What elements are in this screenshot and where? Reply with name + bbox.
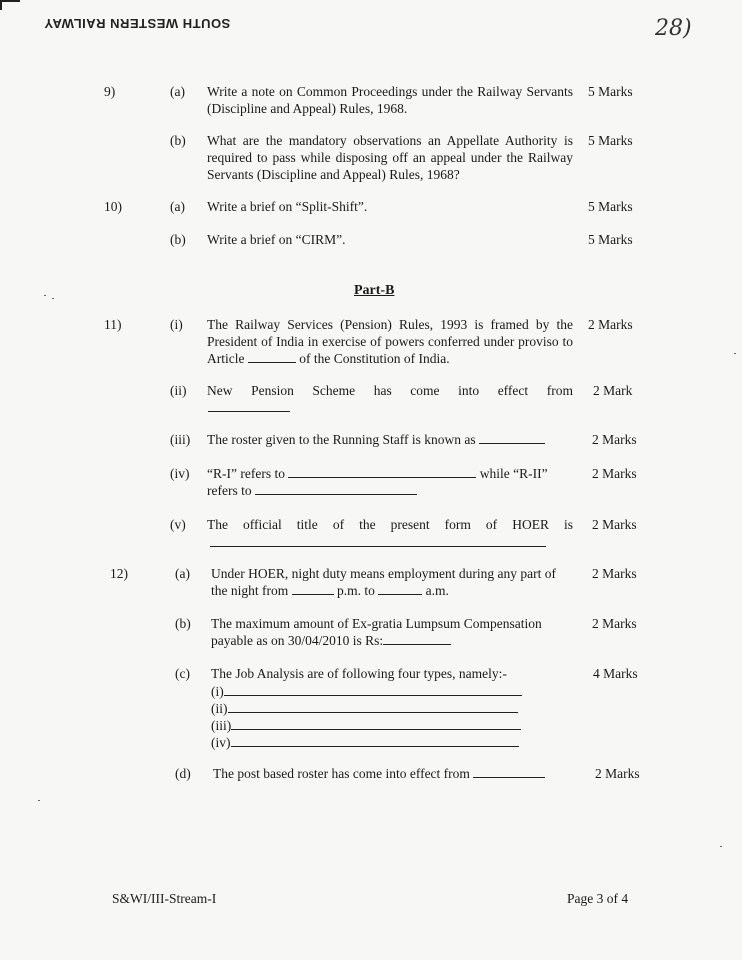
sub-label: (d) bbox=[175, 766, 191, 781]
marks: 5 Marks bbox=[588, 133, 633, 148]
sub-label: (a) bbox=[175, 566, 190, 581]
handwritten-page-number: 28) bbox=[655, 16, 692, 41]
question-text: Write a brief on “CIRM”. bbox=[207, 232, 346, 247]
sub-label: (a) bbox=[170, 199, 185, 214]
marks: 2 Mark bbox=[593, 383, 633, 398]
blank-line bbox=[231, 734, 519, 747]
blank-line bbox=[378, 582, 422, 595]
question-text: Write a brief on “Split-Shift”. bbox=[207, 199, 368, 214]
question-text: The official title of the present form of HOER is bbox=[207, 517, 573, 532]
blank-line bbox=[255, 482, 417, 495]
text-part: refers to bbox=[207, 483, 252, 498]
text-part: a.m. bbox=[425, 583, 449, 598]
text-part: of the Constitution of India. bbox=[299, 351, 450, 366]
question-text bbox=[207, 465, 573, 499]
list-item bbox=[211, 683, 522, 700]
blank-line bbox=[292, 582, 334, 595]
list-item-label: (iii) bbox=[211, 718, 232, 733]
marks: 2 Marks bbox=[592, 466, 637, 481]
list-item bbox=[211, 700, 522, 717]
blank-line bbox=[383, 632, 451, 645]
sub-label: (v) bbox=[170, 517, 186, 532]
question-text: The Job Analysis are of following four types, namely:- bbox=[211, 666, 507, 681]
list-item bbox=[211, 717, 522, 734]
text-part: The Railway Services (Pension) Rules, 1993 is framed by the President of India in exercise of powers conferred under proviso to Article bbox=[207, 317, 573, 366]
blank-line bbox=[228, 700, 518, 713]
question-text: What are the mandatory observations an Appellate Authority is required to pass while disposing off an appeal under the Railway Servants (Discipline and Appeal) Rules, 1968? bbox=[207, 133, 573, 182]
text-part: p.m. to bbox=[337, 583, 375, 598]
question-text: New Pension Scheme has come into effect from bbox=[207, 383, 573, 398]
question-text bbox=[211, 565, 573, 599]
marks: 2 Marks bbox=[592, 432, 637, 447]
marks: 5 Marks bbox=[588, 84, 633, 99]
corner-mark bbox=[0, 0, 20, 10]
sub-label: (b) bbox=[170, 232, 186, 247]
question-text bbox=[211, 615, 577, 649]
blank-line bbox=[210, 546, 546, 547]
part-b-title: Part-B bbox=[354, 283, 395, 298]
footer-page-number: Page 3 of 4 bbox=[567, 891, 629, 906]
blank-line bbox=[248, 350, 296, 363]
text-part: The roster given to the Running Staff is known as bbox=[207, 432, 476, 447]
sub-label: (iv) bbox=[170, 466, 190, 481]
marks: 2 Marks bbox=[588, 317, 633, 332]
sub-label: (b) bbox=[170, 133, 186, 148]
text-part: “R-I” refers to bbox=[207, 466, 285, 481]
blank-line bbox=[288, 465, 476, 478]
marks: 4 Marks bbox=[593, 666, 638, 681]
question-number: 9) bbox=[104, 84, 116, 99]
job-analysis-list bbox=[211, 683, 522, 751]
marks: 2 Marks bbox=[592, 616, 637, 631]
sub-label: (b) bbox=[175, 616, 191, 631]
scan-speck bbox=[44, 295, 46, 296]
blank-line bbox=[208, 411, 290, 412]
marks: 2 Marks bbox=[592, 566, 637, 581]
list-item bbox=[211, 734, 522, 751]
scan-speck bbox=[720, 846, 722, 847]
text-part: while “R-II” bbox=[479, 466, 548, 481]
list-item-label: (iv) bbox=[211, 735, 231, 750]
marks: 2 Marks bbox=[595, 766, 640, 781]
question-text bbox=[207, 431, 573, 448]
text-part: Under HOER, night duty means employment during any part of the night from bbox=[211, 566, 556, 598]
marks: 5 Marks bbox=[588, 199, 633, 214]
blank-line bbox=[231, 717, 521, 730]
sub-label: (a) bbox=[170, 84, 185, 99]
text-part: The post based roster has come into effect from bbox=[213, 766, 470, 781]
marks: 2 Marks bbox=[592, 517, 637, 532]
sub-label: (iii) bbox=[170, 432, 191, 447]
list-item-label: (i) bbox=[211, 684, 224, 699]
sub-label: (ii) bbox=[170, 383, 187, 398]
sub-label: (i) bbox=[170, 317, 183, 332]
question-number: 10) bbox=[104, 199, 122, 214]
list-item-label: (ii) bbox=[211, 701, 228, 716]
question-text bbox=[207, 316, 573, 367]
question-text: Write a note on Common Proceedings under the Railway Servants (Discipline and Appeal) Rules, 1968. bbox=[207, 84, 573, 116]
blank-line bbox=[224, 683, 522, 696]
blank-line bbox=[473, 765, 545, 778]
text-part: The maximum amount of Ex-gratia Lumpsum Compensation payable as on 30/04/2010 is Rs: bbox=[211, 616, 542, 648]
question-text bbox=[213, 765, 579, 782]
sub-label: (c) bbox=[175, 666, 190, 681]
scan-speck bbox=[52, 298, 54, 299]
marks: 5 Marks bbox=[588, 232, 633, 247]
footer-code: S&WI/III-Stream-I bbox=[112, 891, 217, 906]
scan-speck bbox=[38, 800, 40, 801]
question-number: 11) bbox=[104, 317, 122, 332]
blank-line bbox=[479, 431, 545, 444]
question-number: 12) bbox=[110, 566, 128, 581]
mirrored-header-title: SOUTH WESTERN RAILWAY bbox=[44, 16, 231, 31]
scan-speck bbox=[734, 353, 736, 354]
